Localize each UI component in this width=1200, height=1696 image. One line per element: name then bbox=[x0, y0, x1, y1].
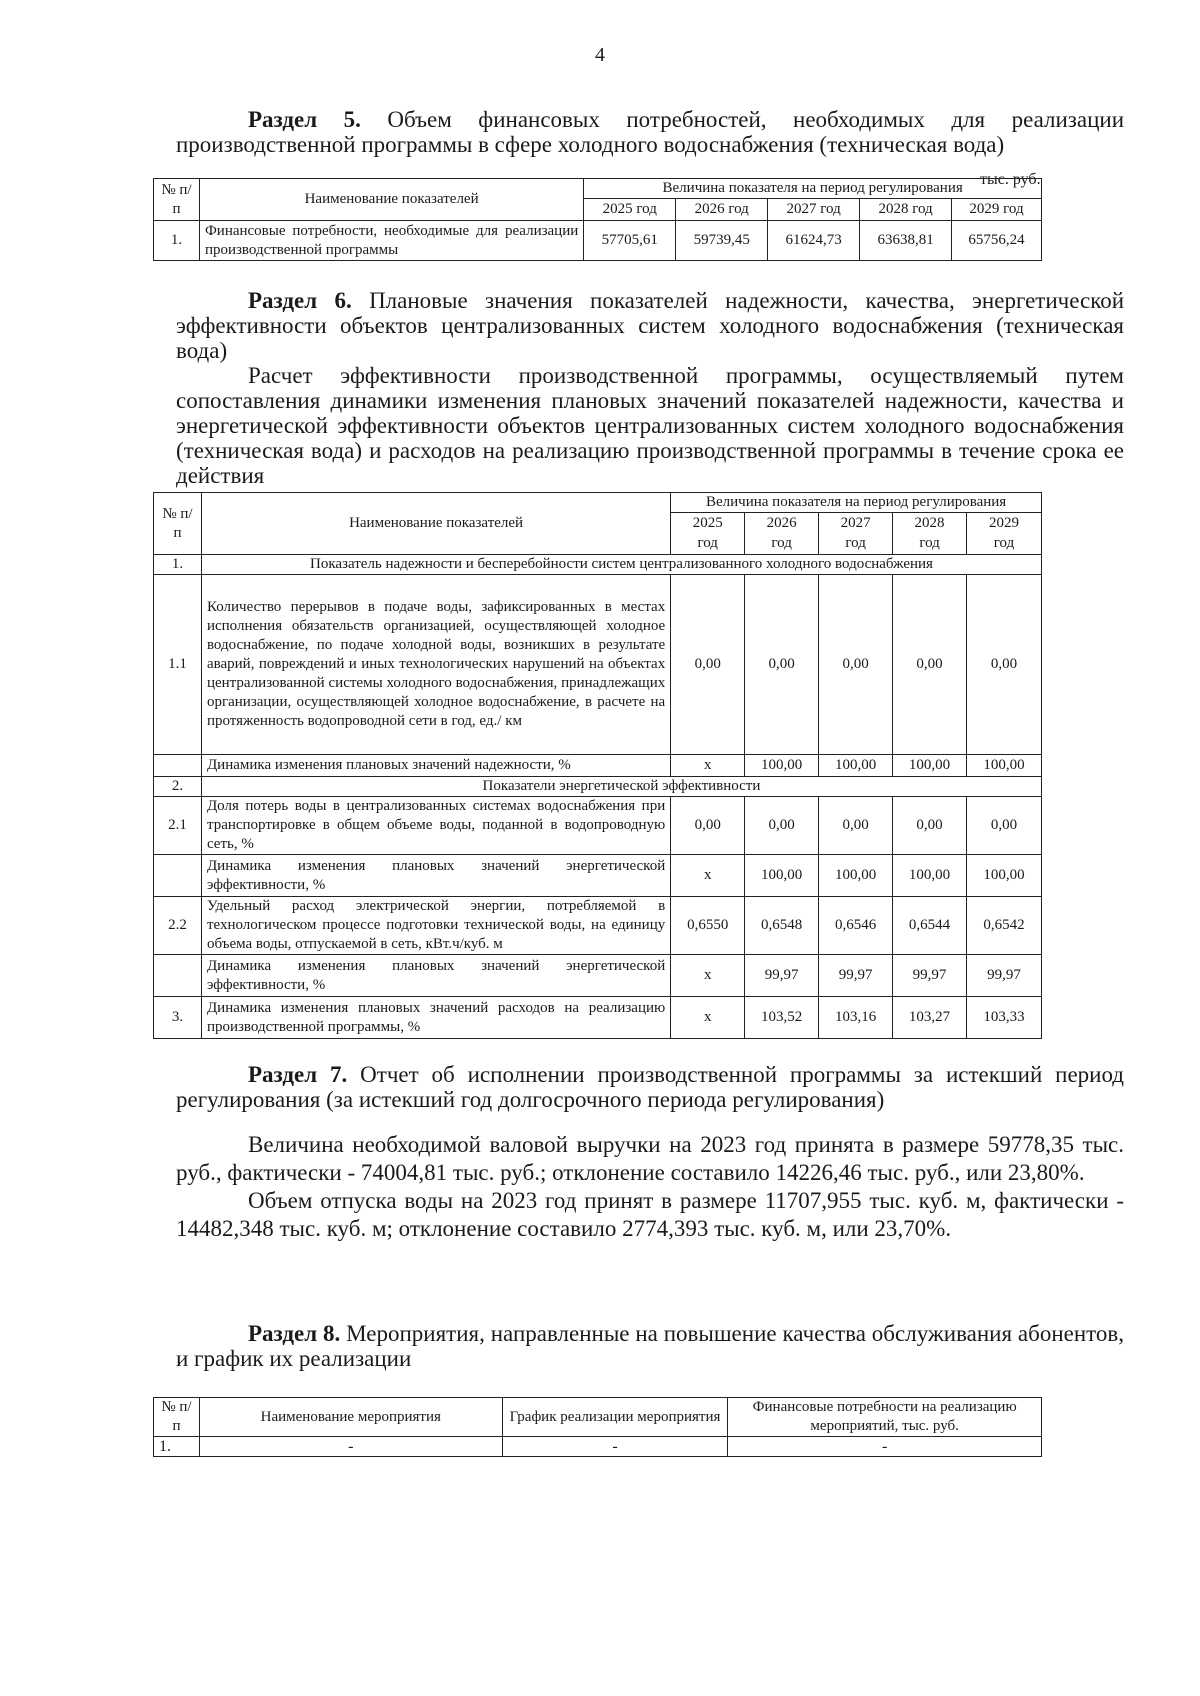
row-value: 0,6546 bbox=[819, 897, 893, 955]
row-name: Удельный расход электрической энергии, потребляемой в технологическом процессе подготовки технической воды, на единицу объема воды, отпускаемой в сеть, кВт.ч/куб. м bbox=[201, 897, 670, 955]
section-7-revenue-paragraph: Величина необходимой валовой выручки на 2023 год принята в размере 59778,35 тыс. руб., фактически - 74004,81 тыс. руб.; отклонение составило 14226,46 тыс. руб., или 23,80%. bbox=[176, 1132, 1124, 1185]
row-value: 103,52 bbox=[745, 997, 819, 1039]
group-num: 2. bbox=[154, 777, 202, 797]
header-name: Наименование показателей bbox=[201, 493, 670, 555]
performance-indicators-table bbox=[153, 492, 1042, 1039]
row-value: х bbox=[671, 955, 745, 997]
header-period: Величина показателя на период регулирования bbox=[584, 179, 1042, 199]
row-value: х bbox=[671, 755, 745, 777]
header-year: 2025 bbox=[671, 513, 745, 534]
table-row bbox=[154, 797, 1042, 855]
row-value: 100,00 bbox=[893, 855, 967, 897]
row-value: 103,33 bbox=[967, 997, 1042, 1039]
table-row bbox=[154, 955, 1042, 997]
header-num: № п/п bbox=[154, 179, 200, 221]
header-year: 2029 bbox=[967, 513, 1042, 534]
header-year-suffix: год bbox=[819, 534, 893, 555]
row-num: 3. bbox=[154, 997, 202, 1039]
section-5-title: Объем финансовых потребностей, необходимых для реализации производственной программы в сфере холодного водоснабжения (техническая вода) bbox=[176, 107, 1125, 157]
row-value: 99,97 bbox=[967, 955, 1042, 997]
section-8-title: Мероприятия, направленные на повышение качества обслуживания абонентов, и график их реализации bbox=[176, 1321, 1125, 1371]
row-value: 100,00 bbox=[967, 855, 1042, 897]
row-value: 59739,45 bbox=[676, 221, 768, 261]
section-7-title: Отчет об исполнении производственной программы за истекший период регулирования (за истекший год долгосрочного периода регулирования) bbox=[176, 1062, 1125, 1112]
header-year: 2027 год bbox=[768, 199, 860, 221]
table-row bbox=[154, 221, 1042, 261]
row-name: Финансовые потребности, необходимые для реализации производственной программы bbox=[199, 221, 583, 261]
row-num: 1. bbox=[154, 221, 200, 261]
header-year: 2028 год bbox=[860, 199, 952, 221]
row-value: 99,97 bbox=[893, 955, 967, 997]
unit-label: тыс. руб. bbox=[980, 171, 1041, 188]
row-name: Доля потерь воды в централизованных системах водоснабжения при транспортировке в общем объеме воды, поданной в водопроводную сеть, % bbox=[201, 797, 670, 855]
section-5-label: Раздел 5. bbox=[248, 107, 361, 132]
row-name: Динамика изменения плановых значений расходов на реализацию производственной программы, % bbox=[201, 997, 670, 1039]
row-num bbox=[154, 955, 202, 997]
section-6-heading bbox=[176, 288, 1124, 488]
section-7-volume-paragraph: Объем отпуска воды на 2023 год принят в размере 11707,955 тыс. куб. м, фактически - 14482,348 тыс. куб. м; отклонение составило 2774,393 тыс. куб. м, или 23,70%. bbox=[176, 1188, 1124, 1241]
header-finance: Финансовые потребности на реализацию мероприятий, тыс. руб. bbox=[728, 1398, 1042, 1437]
row-value: 100,00 bbox=[819, 755, 893, 777]
row-num: 1.1 bbox=[154, 575, 202, 755]
header-year: 2026 bbox=[745, 513, 819, 534]
header-period: Величина показателя на период регулирования bbox=[671, 493, 1042, 513]
header-year-suffix: год bbox=[967, 534, 1042, 555]
table-row bbox=[154, 855, 1042, 897]
row-value: 0,00 bbox=[893, 575, 967, 755]
header-schedule: График реализации мероприятия bbox=[502, 1398, 728, 1437]
row-value: 100,00 bbox=[745, 855, 819, 897]
header-year: 2025 год bbox=[584, 199, 676, 221]
section-8-label: Раздел 8. bbox=[248, 1321, 341, 1346]
row-value: 57705,61 bbox=[584, 221, 676, 261]
measures-table bbox=[153, 1397, 1042, 1457]
row-value: 61624,73 bbox=[768, 221, 860, 261]
section-6-paragraph: Расчет эффективности производственной программы, осуществляемый путем сопоставления динамики изменения плановых значений показателей надежности, качества и энергетической эффективности объектов централизованных систем холодного водоснабжения (техническая вода) и расходов на реализацию производственной программы в течение срока ее действия bbox=[176, 363, 1124, 488]
row-num bbox=[154, 755, 202, 777]
row-value: 100,00 bbox=[819, 855, 893, 897]
row-value: 0,00 bbox=[671, 575, 745, 755]
header-year: 2028 bbox=[893, 513, 967, 534]
row-num: 2.1 bbox=[154, 797, 202, 855]
row-value: 65756,24 bbox=[952, 221, 1042, 261]
row-value: 0,00 bbox=[671, 797, 745, 855]
row-value: 99,97 bbox=[819, 955, 893, 997]
table-row bbox=[154, 575, 1042, 755]
header-year: 2029 год bbox=[952, 199, 1042, 221]
row-name: Динамика изменения плановых значений энергетической эффективности, % bbox=[201, 955, 670, 997]
row-name: Динамика изменения плановых значений энергетической эффективности, % bbox=[201, 855, 670, 897]
row-value: 0,00 bbox=[819, 575, 893, 755]
row-num: 2.2 bbox=[154, 897, 202, 955]
header-year-suffix: год bbox=[893, 534, 967, 555]
row-value: 103,27 bbox=[893, 997, 967, 1039]
row-value: 0,6544 bbox=[893, 897, 967, 955]
section-6-label: Раздел 6. bbox=[248, 288, 352, 313]
section-6-title: Плановые значения показателей надежности, качества, энергетической эффективности объектов централизованных систем холодного водоснабжения (техническая вода) bbox=[176, 288, 1125, 363]
section-7-label: Раздел 7. bbox=[248, 1062, 348, 1087]
table-row bbox=[154, 1437, 1042, 1457]
section-7-report bbox=[176, 1131, 1124, 1243]
row-value: х bbox=[671, 997, 745, 1039]
row-value: 63638,81 bbox=[860, 221, 952, 261]
row-value: 100,00 bbox=[967, 755, 1042, 777]
header-year-suffix: год bbox=[671, 534, 745, 555]
row-finance: - bbox=[728, 1437, 1042, 1457]
group-row bbox=[154, 555, 1042, 575]
table-row bbox=[154, 897, 1042, 955]
row-name: Динамика изменения плановых значений надежности, % bbox=[201, 755, 670, 777]
financial-needs-table bbox=[153, 178, 1042, 261]
row-schedule: - bbox=[502, 1437, 728, 1457]
row-value: 0,00 bbox=[745, 575, 819, 755]
group-row bbox=[154, 777, 1042, 797]
row-name: - bbox=[199, 1437, 502, 1457]
section-7-heading bbox=[176, 1062, 1124, 1112]
header-year-suffix: год bbox=[745, 534, 819, 555]
row-value: 0,00 bbox=[819, 797, 893, 855]
row-value: 0,00 bbox=[893, 797, 967, 855]
row-num bbox=[154, 855, 202, 897]
page-number: 4 bbox=[595, 44, 605, 66]
row-value: 100,00 bbox=[893, 755, 967, 777]
header-name: Наименование мероприятия bbox=[199, 1398, 502, 1437]
row-value: 103,16 bbox=[819, 997, 893, 1039]
group-title: Показатель надежности и бесперебойности систем централизованного холодного водоснабжения bbox=[201, 555, 1041, 575]
row-value: 0,6548 bbox=[745, 897, 819, 955]
header-num: № п/п bbox=[154, 493, 202, 555]
row-value: 100,00 bbox=[745, 755, 819, 777]
row-value: 0,6550 bbox=[671, 897, 745, 955]
row-value: 0,00 bbox=[967, 575, 1042, 755]
table-row bbox=[154, 997, 1042, 1039]
row-value: 99,97 bbox=[745, 955, 819, 997]
row-name: Количество перерывов в подаче воды, зафиксированных в местах исполнения обязательств организацией, осуществляющей холодное водоснабжение, по подаче холодной воды, возникших в результате аварий, повреждений и иных технологических нарушений на объектах централизованной системы холодного водоснабжения, принадлежащих организации, осуществляющей холодное водоснабжение, в расчете на протяженность водопроводной сети в год, ед./ км bbox=[201, 575, 670, 755]
table-row bbox=[154, 755, 1042, 777]
header-year: 2026 год bbox=[676, 199, 768, 221]
header-num: № п/п bbox=[154, 1398, 200, 1437]
row-value: 0,00 bbox=[745, 797, 819, 855]
row-value: 0,6542 bbox=[967, 897, 1042, 955]
row-num: 1. bbox=[154, 1437, 200, 1457]
section-8-heading bbox=[176, 1321, 1124, 1371]
group-title: Показатели энергетической эффективности bbox=[201, 777, 1041, 797]
group-num: 1. bbox=[154, 555, 202, 575]
header-name: Наименование показателей bbox=[199, 179, 583, 221]
row-value: х bbox=[671, 855, 745, 897]
row-value: 0,00 bbox=[967, 797, 1042, 855]
section-5-heading bbox=[176, 107, 1124, 157]
header-year: 2027 bbox=[819, 513, 893, 534]
